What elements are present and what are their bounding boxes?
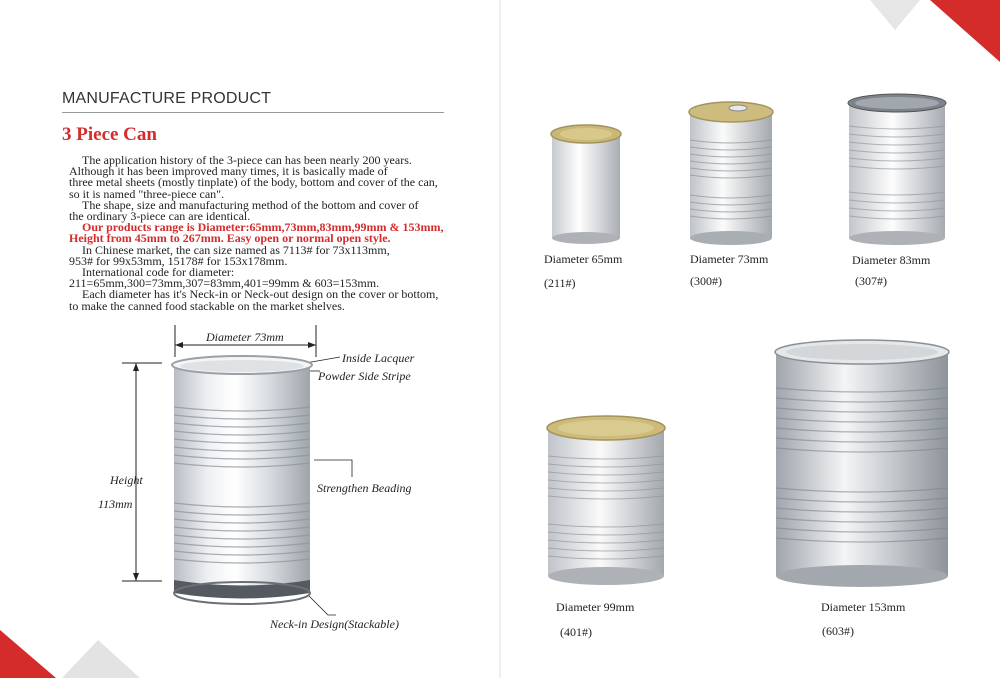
caption-code-603: (603#) [822,624,854,638]
height-label: Height [110,473,143,487]
desc-line: 211=65mm,300=73mm,307=83mm,401=99mm & 603=153mm. [69,276,380,291]
caption-diameter-65: Diameter 65mm [544,252,623,266]
can-image-153mm [772,338,952,590]
can-image-99mm [544,414,668,588]
powder-stripe-label: Powder Side Stripe [318,369,411,383]
caption-code-300: (300#) [690,274,722,288]
neck-in-label: Neck-in Design(Stackable) [270,617,399,631]
height-value: 113mm [98,497,133,511]
diagram-can-image [166,355,318,620]
section-rule [62,112,444,113]
desc-line: The shape, size and manufacturing method of the bottom and cover of [82,197,419,212]
diameter-label: Diameter 73mm [206,330,284,344]
caption-diameter-73: Diameter 73mm [690,252,769,266]
desc-line: so it is named "three-piece can". [69,186,225,201]
description [69,155,479,312]
desc-line: three metal sheets (mostly tinplate) of the body, bottom and cover of the can, [69,175,438,190]
page-divider [499,0,501,678]
decor-corner-top-right [860,0,1000,62]
desc-line: the ordinary 3-piece can are identical. [69,209,251,224]
can-image-73mm [686,100,776,250]
can-image-83mm [845,92,949,250]
caption-diameter-83: Diameter 83mm [852,253,931,267]
inside-lacquer-label: Inside Lacquer [342,351,415,365]
beading-label: Strengthen Beading [317,481,412,495]
desc-highlight: Our products range is Diameter:65mm,73mm,83mm,99mm & 153mm, [82,220,444,235]
desc-line: In Chinese market, the can size named as 7113# for 73x113mm, [82,242,390,257]
desc-line: to make the canned food stackable on the market shelves. [69,298,345,313]
caption-diameter-99: Diameter 99mm [556,600,635,614]
desc-line: Although it has been improved many times, it is basically made of [69,164,388,179]
section-title: MANUFACTURE PRODUCT [62,90,272,107]
desc-line: International code for diameter: [82,265,235,280]
desc-highlight: Height from 45mm to 267mm. Easy open or normal open style. [69,231,391,246]
can-image-65mm [548,122,624,250]
desc-line: Each diameter has it's Neck-in or Neck-out design on the cover or bottom, [82,287,439,302]
desc-line: The application history of the 3-piece can has been nearly 200 years. [82,153,412,167]
product-title: 3 Piece Can [62,124,157,145]
desc-line: 953# for 99x53mm, 15178# for 153x178mm. [69,253,288,268]
caption-code-307: (307#) [855,274,887,288]
caption-diameter-153: Diameter 153mm [821,600,906,614]
caption-code-211: (211#) [544,276,576,290]
caption-code-401: (401#) [560,625,592,639]
